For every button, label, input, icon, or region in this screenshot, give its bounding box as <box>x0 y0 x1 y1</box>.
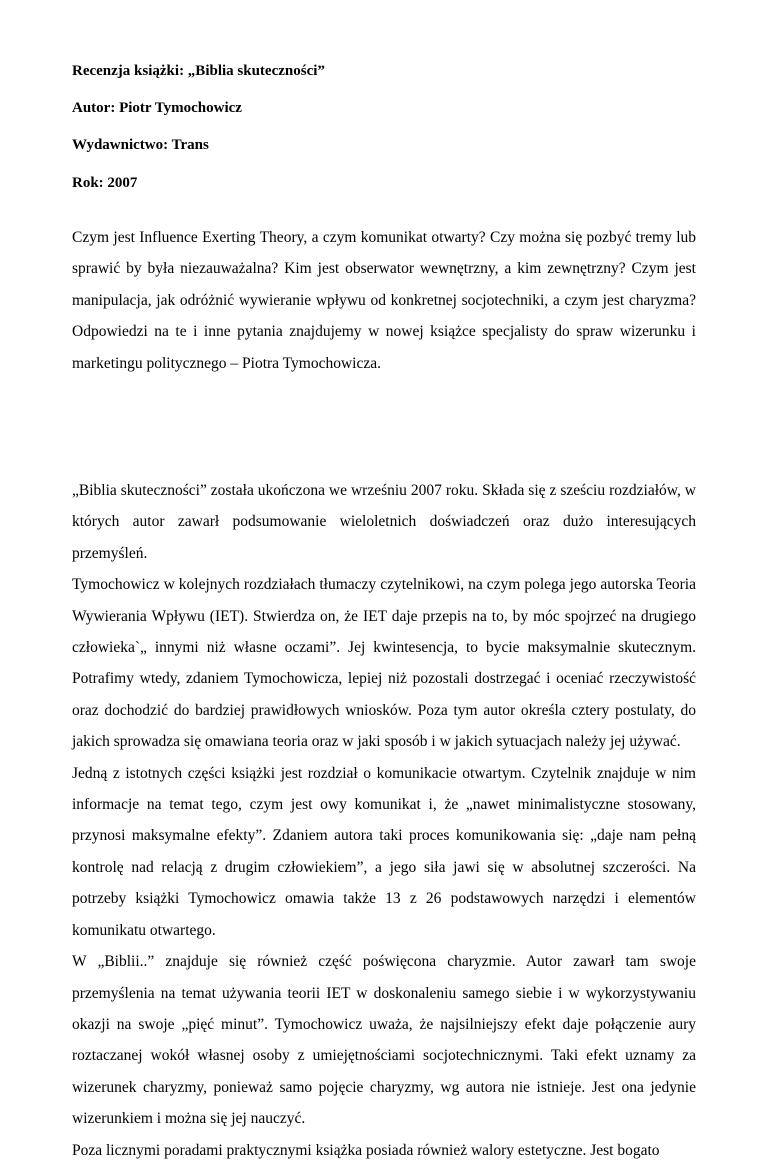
publisher-line: Wydawnictwo: Trans <box>72 137 209 153</box>
paragraph-overview: „Biblia skuteczności” została ukończona we wrześniu 2007 roku. Składa się z sześciu rozdziałów, w których autor zawarł podsumowanie wieloletnich doświadczeń oraz dużo interesujących przemyśleń. <box>72 482 696 562</box>
paragraph-charisma: W „Biblii..” znajduje się również część poświęcona charyzmie. Autor zawarł tam swoje przemyślenia na temat używania teorii IET w doskonaleniu samego siebie i w wykorzystywaniu okazji na swoje „pięć minut”. Tymochowicz uważa, że najsilniejszy efekt daje połączenie aury roztaczanej wokół własnej osoby z umiejętnościami socjotechnicznymi. Taki efekt uznamy za wizerunek charyzmy, ponieważ samo pojęcie charyzmy, wg autora nie istnieje. Jest ona jedynie wizerunkiem i można się jej nauczyć. <box>72 953 696 1128</box>
intro-section <box>72 222 696 379</box>
review-title: Recenzja książki: „Biblia skuteczności” <box>72 63 325 79</box>
paragraph-intro: Czym jest Influence Exerting Theory, a czym komunikat otwarty? Czy można się pozbyć tremy lub sprawić by była niezauważalna? Kim jest obserwator wewnętrzny, a kim zewnętrzny? Czym jest manipulacja, jak odróżnić wywieranie wpływu od konkretnej socjotechniki, a czym jest charyzma? Odpowiedzi na te i inne pytania znajdujemy w nowej książce specjalisty do spraw wizerunku i marketingu politycznego – Piotra Tymochowicza. <box>72 229 696 372</box>
review-body <box>72 475 696 1166</box>
paragraph-iet: Tymochowicz w kolejnych rozdziałach tłumaczy czytelnikowi, na czym polega jego autorska Teoria Wywierania Wpływu (IET). Stwierdza on, że IET daje przepis na to, by móc spojrzeć na drugiego człowieka`„ innymi niż własne oczami”. Jej kwintesencja, to bycie maksymalnie skutecznym. Potrafimy wtedy, zdaniem Tymochowicza, lepiej niż pozostali dostrzegać i oceniać rzeczywistość oraz dochodzić do bardziej prawidłowych wniosków. Poza tym autor określa cztery postulaty, do jakich sprowadza się omawiana teoria oraz w jaki sposób i w jakich sytuacjach należy jej używać. <box>72 576 696 751</box>
year-line: Rok: 2007 <box>72 175 138 191</box>
paragraph-aesthetics: Poza licznymi poradami praktycznymi książka posiada również walory estetyczne. Jest bogato <box>72 1141 660 1159</box>
author-line: Autor: Piotr Tymochowicz <box>72 100 242 116</box>
paragraph-open-message: Jedną z istotnych części książki jest rozdział o komunikacie otwartym. Czytelnik znajduje w nim informacje na temat tego, czym jest owy komunikat i, że „nawet minimalistyczne stosowany, przynosi maksymalne efekty”. Zdaniem autora taki proces komunikowania się: „daje nam pełną kontrolę nad relacją z drugim człowiekiem”, a jego siła jawi się w absolutnej szczerości. Na potrzeby książki Tymochowicz omawia także 13 z 26 podstawowych narzędzi i elementów komunikatu otwartego. <box>72 764 696 939</box>
